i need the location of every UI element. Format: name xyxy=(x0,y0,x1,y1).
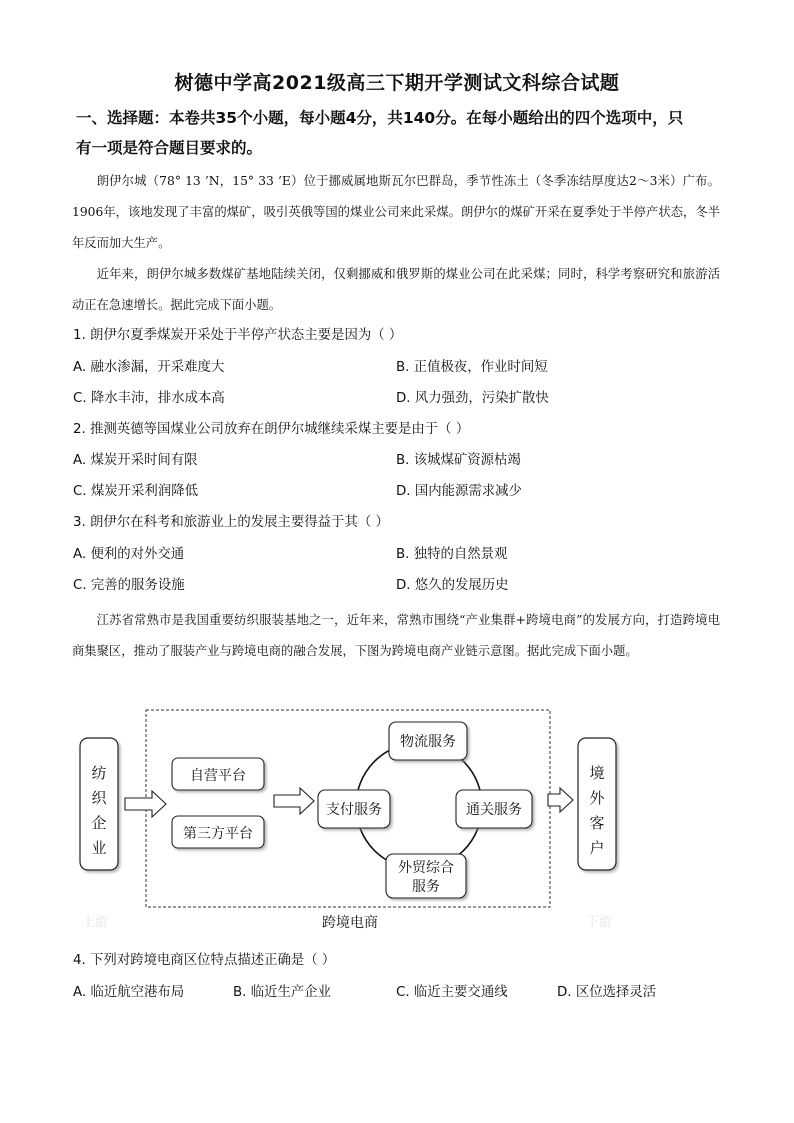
question-2-option-d: D. 国内能源需求减少 xyxy=(396,484,522,499)
question-1-option-d: D. 风力强劲，污染扩散快 xyxy=(396,391,549,406)
foreign-trade-service-label-line2: 服务 xyxy=(412,879,440,895)
question-2-option-a: A. 煤炭开采时间有限 xyxy=(73,453,198,468)
passage1-paragraph2: 近年来，朗伊尔城多数煤矿基地陆续关闭，仅剩挪威和俄罗斯的煤业公司在此采煤；同时，科学考察研究和旅游活动正在急速增长。据此完成下面小题。 xyxy=(72,267,720,312)
textile-enterprise-char-3: 企 xyxy=(91,814,107,832)
passage1-paragraph1: 朗伊尔城（78° 13 ’N，15° 33 ’E）位于挪威属地斯瓦尔巴群岛，季节性冻土（冬季冻结厚度达2～3米）广布。1906年，该地发现了丰富的煤矿，吸引英俄等国的煤业公司来此采煤。朗伊尔的煤矿开采在夏季处于半停产状态，冬半年反而加大生产。 xyxy=(72,174,720,250)
cross-border-ecommerce-label: 跨境电商 xyxy=(322,915,378,931)
supply-chain-svg xyxy=(78,706,718,936)
downstream-faded-label: 下游 xyxy=(586,915,613,930)
question-3-option-c: C. 完善的服务设施 xyxy=(73,578,185,593)
question-4-option-b: B. 临近生产企业 xyxy=(233,985,332,1000)
overseas-customer-char-2: 外 xyxy=(589,789,605,807)
section-heading-line1: 一、选择题：本卷共35个小题，每小题4分，共140分。在每小题给出的四个选项中，只 xyxy=(76,109,684,127)
question-4-option-c: C. 临近主要交通线 xyxy=(396,985,508,1000)
supply-chain-diagram xyxy=(78,706,718,936)
section-heading-line2: 有一项是符合题目要求的。 xyxy=(76,139,263,157)
arrow-to-services xyxy=(274,788,314,814)
question-2-option-b: B. 该城煤矿资源枯竭 xyxy=(396,453,521,468)
textile-enterprise-char-1: 纺 xyxy=(91,764,107,782)
textile-enterprise-char-4: 业 xyxy=(91,839,107,857)
question-3-stem: 3. 朗伊尔在科考和旅游业上的发展主要得益于其（ ） xyxy=(73,515,389,530)
question-1-option-b: B. 正值极夜，作业时间短 xyxy=(396,360,548,375)
question-2-stem: 2. 推测英德等国煤业公司放弃在朗伊尔城继续采煤主要是由于（ ） xyxy=(73,422,470,437)
question-3-option-d: D. 悠久的发展历史 xyxy=(396,578,509,593)
question-1-stem: 1. 朗伊尔夏季煤炭开采处于半停产状态主要是因为（ ） xyxy=(73,328,403,343)
third-party-platform-label: 第三方平台 xyxy=(183,826,253,842)
customs-service-label: 通关服务 xyxy=(466,802,522,818)
page-title: 树德中学高2021级高三下期开学测试文科综合试题 xyxy=(174,72,620,94)
upstream-faded-label: 上游 xyxy=(82,915,109,930)
self-operated-platform-label: 自营平台 xyxy=(190,768,246,784)
logistics-service-label: 物流服务 xyxy=(400,734,456,750)
textile-enterprise-char-2: 织 xyxy=(91,789,107,807)
question-4-option-d: D. 区位选择灵活 xyxy=(557,985,657,1000)
question-1-option-a: A. 融水渗漏，开采难度大 xyxy=(73,360,225,375)
question-3-option-a: A. 便利的对外交通 xyxy=(73,547,185,562)
overseas-customer-char-1: 境 xyxy=(589,764,605,782)
question-4-option-a: A. 临近航空港布局 xyxy=(73,985,185,1000)
payment-service-label: 支付服务 xyxy=(326,802,382,818)
question-1-option-c: C. 降水丰沛，排水成本高 xyxy=(73,391,225,406)
question-3-option-b: B. 独特的自然景观 xyxy=(396,547,508,562)
overseas-customer-char-4: 户 xyxy=(589,839,605,857)
question-2-option-c: C. 煤炭开采利润降低 xyxy=(73,484,198,499)
overseas-customer-char-3: 客 xyxy=(589,814,605,832)
foreign-trade-service-label-line1: 外贸综合 xyxy=(398,860,454,876)
question-4-stem: 4. 下列对跨境电商区位特点描述正确是（ ） xyxy=(73,953,336,968)
arrow-to-customers xyxy=(548,788,573,812)
passage2-paragraph: 江苏省常熟市是我国重要纺织服装基地之一，近年来，常熟市围绕“产业集群+跨境电商”的发展方向，打造跨境电商集聚区，推动了服装产业与跨境电商的融合发展，下图为跨境电商产业链示意图。据此完成下面小题。 xyxy=(72,613,720,658)
